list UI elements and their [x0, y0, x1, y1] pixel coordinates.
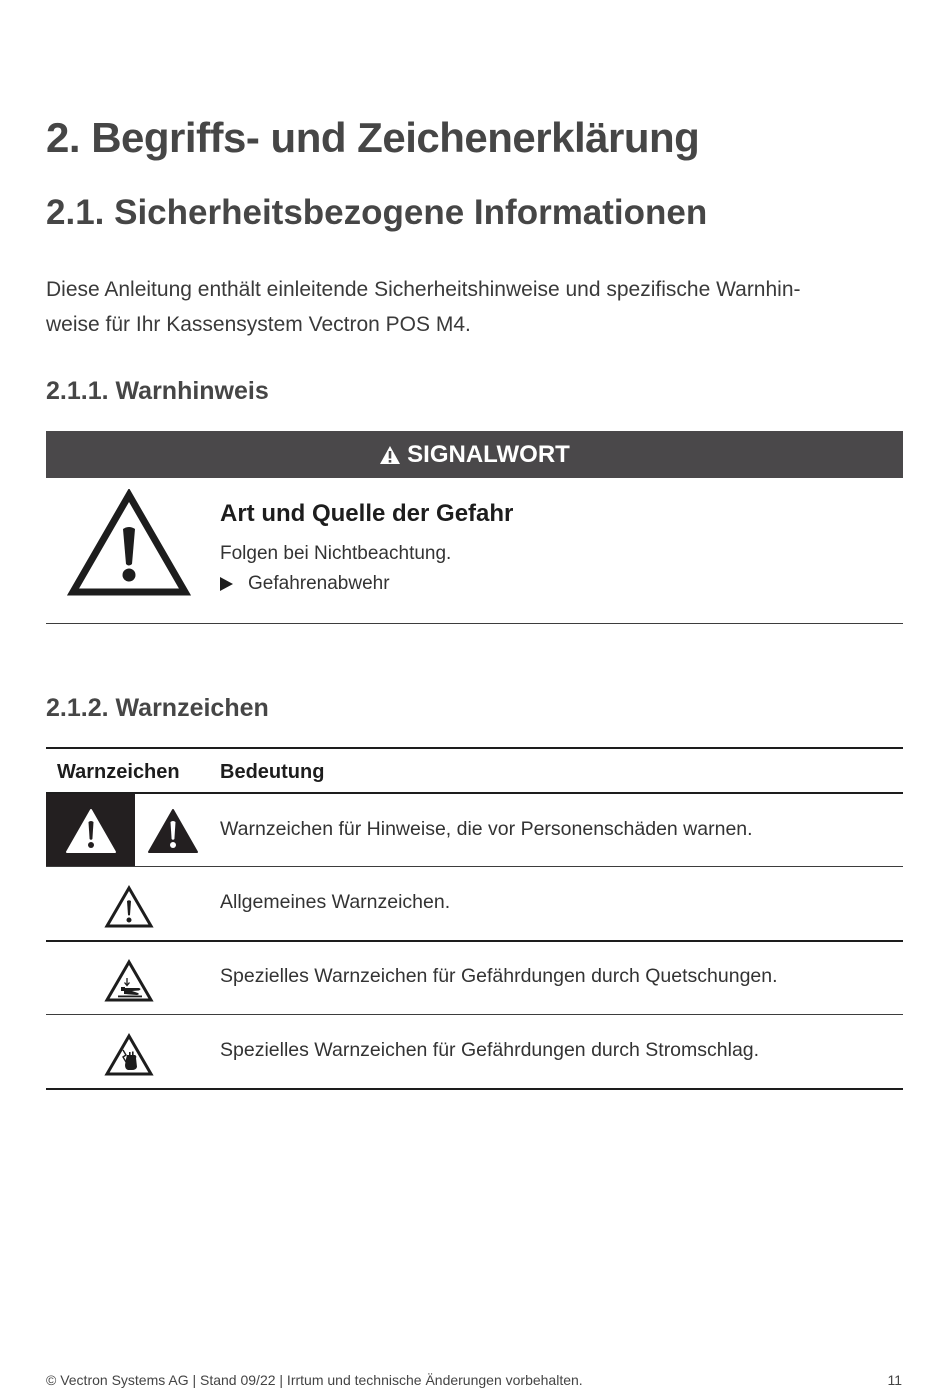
- hazard-avoidance-text: Gefahrenabwehr: [248, 573, 390, 594]
- table-cell-meaning: Allgemeines Warnzeichen.: [220, 891, 451, 913]
- crush-hazard-icon: [104, 959, 154, 1003]
- bullet-arrow-icon: [220, 577, 233, 591]
- warning-triangle-white-icon: [65, 808, 117, 854]
- table-header-rule: [46, 792, 903, 794]
- table-row-rule: [46, 866, 903, 867]
- intro-line: weise für Ihr Kassensystem Vectron POS M4.: [46, 313, 471, 336]
- subsection-heading-warnzeichen: 2.1.2. Warnzeichen: [46, 694, 269, 722]
- table-top-rule: [46, 747, 903, 749]
- table-row-rule: [46, 940, 903, 942]
- table-cell-meaning: Spezielles Warnzeichen für Gefährdungen durch Stromschlag.: [220, 1039, 760, 1061]
- warning-triangle-black-icon: [147, 808, 199, 854]
- large-warning-icon: [67, 489, 191, 597]
- hazard-avoidance: [220, 573, 390, 595]
- warning-icon: [379, 445, 401, 465]
- section-heading: 2.1. Sicherheitsbezogene Informationen: [46, 193, 708, 232]
- hazard-consequence: Folgen bei Nichtbeachtung.: [220, 543, 452, 564]
- page-title: 2. Begriffs- und Zeichenerklärung: [46, 114, 700, 161]
- signal-word: SIGNALWORT: [407, 440, 570, 468]
- table-bottom-rule: [46, 1088, 903, 1090]
- hazard-title: Art und Quelle der Gefahr: [220, 500, 514, 527]
- signal-word-bar: [46, 431, 903, 478]
- table-cell-meaning: Warnzeichen für Hinweise, die vor Personenschäden warnen.: [220, 818, 753, 840]
- divider: [46, 623, 903, 624]
- table-header-warnzeichen: Warnzeichen: [57, 761, 180, 783]
- intro-line: Diese Anleitung enthält einleitende Sicherheitshinweise und spezifische Warnhin-: [46, 278, 801, 301]
- table-cell-meaning: Spezielles Warnzeichen für Gefährdungen durch Quetschungen.: [220, 965, 778, 987]
- subsection-heading-warnhinweis: 2.1.1. Warnhinweis: [46, 377, 269, 405]
- electric-shock-icon: [104, 1033, 154, 1077]
- intro-paragraph: [46, 272, 906, 342]
- general-warning-icon: [104, 885, 154, 929]
- table-header-bedeutung: Bedeutung: [220, 761, 325, 783]
- footer-copyright: © Vectron Systems AG | Stand 09/22 | Irrtum und technische Änderungen vorbehalten.: [46, 1372, 583, 1388]
- table-row-rule: [46, 1014, 903, 1015]
- page-number: 11: [887, 1372, 902, 1388]
